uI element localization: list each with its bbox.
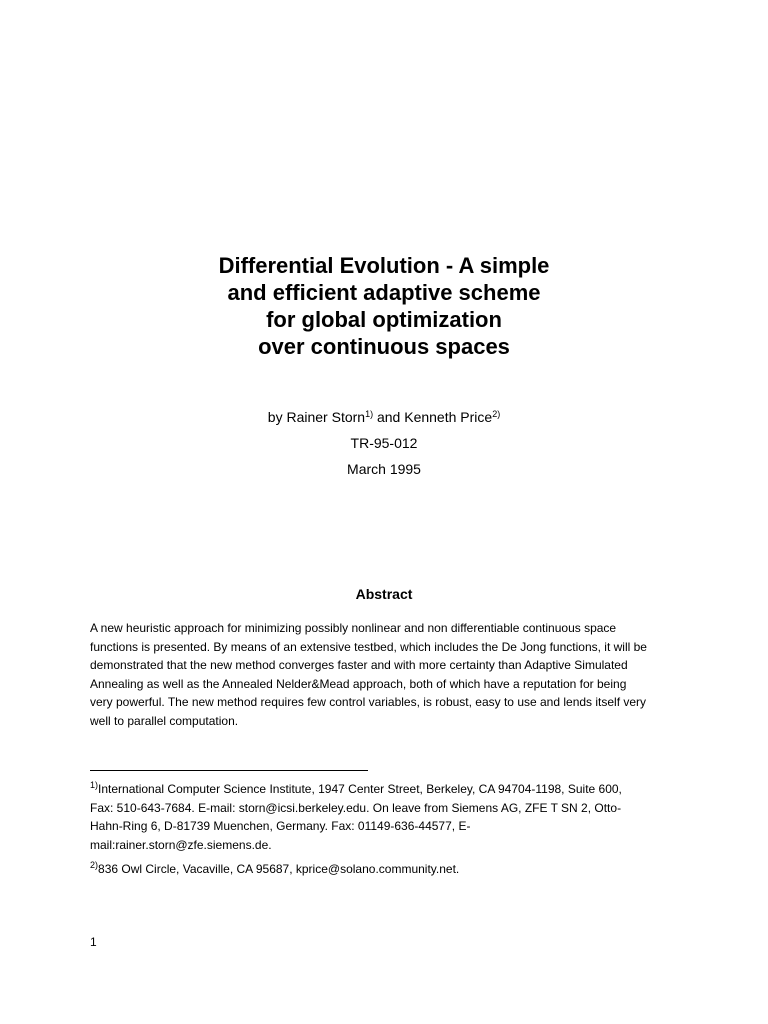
- footnote-1: [90, 780, 690, 854]
- abstract-line: Annealing as well as the Annealed Nelder&Mead approach, both of which have a reputation for being: [90, 676, 627, 691]
- page-number: 1: [90, 935, 97, 949]
- byline-second-author: and Kenneth Price: [373, 409, 493, 425]
- abstract-line: functions is presented. By means of an extensive testbed, which includes the De Jong functions, it will be: [90, 639, 647, 654]
- title-line: and efficient adaptive scheme: [227, 280, 541, 305]
- footnote-line: Hahn-Ring 6, D-81739 Muenchen, Germany. Fax: 01149-636-44577, E-: [90, 819, 471, 834]
- title-line: over continuous spaces: [258, 334, 510, 359]
- abstract-line: demonstrated that the new method converges faster and with more certainty than Adaptive Simulated: [90, 658, 628, 673]
- footnote-2: [90, 860, 690, 879]
- footnote-line: [90, 780, 690, 799]
- abstract-text: [90, 619, 690, 731]
- abstract-line: A new heuristic approach for minimizing possibly nonlinear and non differentiable continuous space: [90, 621, 617, 635]
- title-line: Differential Evolution - A simple: [218, 253, 550, 278]
- paper-title: [0, 252, 768, 360]
- footnote-line: Fax: 510-643-7684. E-mail: storn@icsi.berkeley.edu. On leave from Siemens AG, ZFE T SN 2, Otto-: [90, 800, 622, 815]
- footnote-1-mark: 1): [90, 780, 99, 790]
- abstract-line: well to parallel computation.: [90, 713, 239, 728]
- author2-footnote-mark: 2): [492, 409, 501, 419]
- report-number: TR-95-012: [350, 435, 418, 451]
- footnote-line: [90, 860, 690, 879]
- footnote-2-text: 836 Owl Circle, Vacaville, CA 95687, kprice@solano.community.net.: [98, 862, 460, 876]
- title-line: for global optimization: [266, 307, 502, 332]
- abstract-line: very powerful. The new method requires few control variables, is robust, easy to use and lends itself very: [90, 695, 647, 710]
- footnote-line: mail:rainer.storn@zfe.siemens.de.: [90, 837, 272, 852]
- author-byline: [0, 408, 768, 426]
- abstract-heading: Abstract: [355, 586, 413, 602]
- footnote-1-text: International Computer Science Institute, 1947 Center Street, Berkeley, CA 94704-1198, Suite 600,: [98, 782, 622, 796]
- author1-footnote-mark: 1): [365, 409, 374, 419]
- byline-first-author: by Rainer Storn: [267, 409, 366, 425]
- footnote-separator: [90, 770, 368, 771]
- publication-date: March 1995: [347, 461, 421, 477]
- footnote-2-mark: 2): [90, 860, 99, 870]
